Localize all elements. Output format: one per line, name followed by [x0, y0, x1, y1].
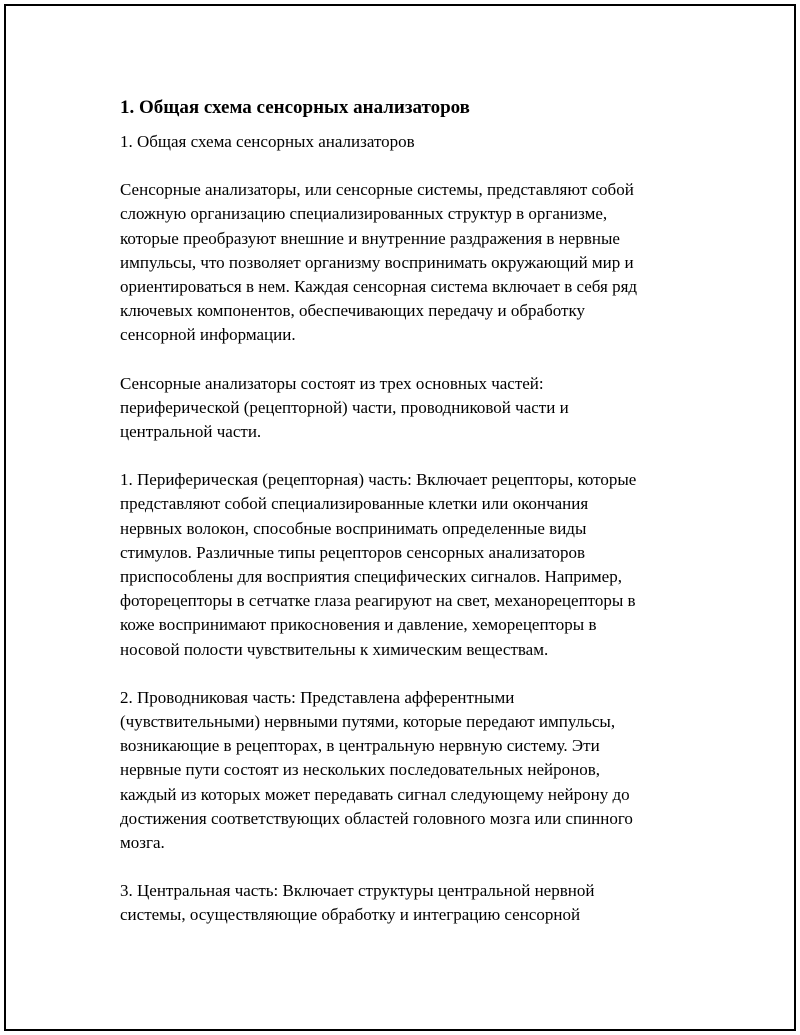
- text-line: системы, осуществляющие обработку и интеграцию сенсорной: [120, 905, 581, 925]
- text-line: мозга.: [120, 833, 165, 853]
- text-line: Сенсорные анализаторы, или сенсорные системы, представляют собой: [120, 180, 634, 200]
- text-line: сенсорной информации.: [120, 325, 296, 345]
- paragraph-peripheral-part: [120, 468, 700, 662]
- text-line: 1. Общая схема сенсорных анализаторов: [120, 132, 415, 151]
- text-line: центральной части.: [120, 422, 262, 442]
- text-line: 1. Периферическая (рецепторная) часть: Включает рецепторы, которые: [120, 470, 637, 490]
- text-line: периферической (рецепторной) части, проводниковой части и: [120, 397, 569, 417]
- text-line: каждый из которых может передавать сигнал следующему нейрону до: [120, 784, 630, 804]
- page-frame: [4, 4, 796, 1031]
- document-heading: 1. Общая схема сенсорных анализаторов: [120, 97, 470, 118]
- text-line: стимулов. Различные типы рецепторов сенсорных анализаторов: [120, 542, 586, 562]
- text-line: представляют собой специализированные клетки или окончания: [120, 494, 589, 514]
- text-line: Сенсорные анализаторы состоят из трех основных частей:: [120, 373, 544, 393]
- text-line: 2. Проводниковая часть: Представлена афферентными: [120, 687, 515, 707]
- text-line: ориентироваться в нем. Каждая сенсорная система включает в себя ряд: [120, 277, 638, 297]
- text-line: возникающие в рецепторах, в центральную нервную систему. Эти: [120, 736, 600, 756]
- text-line: (чувствительными) нервными путями, которые передают импульсы,: [120, 712, 616, 732]
- text-line: импульсы, что позволяет организму воспринимать окружающий мир и: [120, 252, 634, 272]
- text-line: 3. Центральная часть: Включает структуры центральной нервной: [120, 881, 595, 901]
- text-line: сложную организацию специализированных структур в организме,: [120, 204, 608, 224]
- paragraph-parts-overview: [120, 372, 700, 445]
- text-line: нервные пути состоят из нескольких последовательных нейронов,: [120, 760, 600, 780]
- paragraph-subtitle: [120, 130, 700, 154]
- text-line: носовой полости чувствительны к химическим веществам.: [120, 639, 549, 659]
- paragraph-conductive-part: [120, 686, 700, 855]
- text-line: достижения соответствующих областей головного мозга или спинного: [120, 808, 633, 828]
- paragraph-intro: [120, 178, 700, 347]
- text-line: приспособлены для восприятия специфических сигналов. Например,: [120, 567, 622, 587]
- text-line: коже воспринимают прикосновения и давление, хеморецепторы в: [120, 615, 597, 635]
- paragraph-central-part: [120, 879, 700, 927]
- document-body: [120, 96, 700, 952]
- text-line: нервных волокон, способные воспринимать определенные виды: [120, 518, 587, 538]
- text-line: фоторецепторы в сетчатке глаза реагируют на свет, механорецепторы в: [120, 591, 636, 611]
- text-line: ключевых компонентов, обеспечивающих передачу и обработку: [120, 301, 585, 321]
- text-line: которые преобразуют внешние и внутренние раздражения в нервные: [120, 228, 620, 248]
